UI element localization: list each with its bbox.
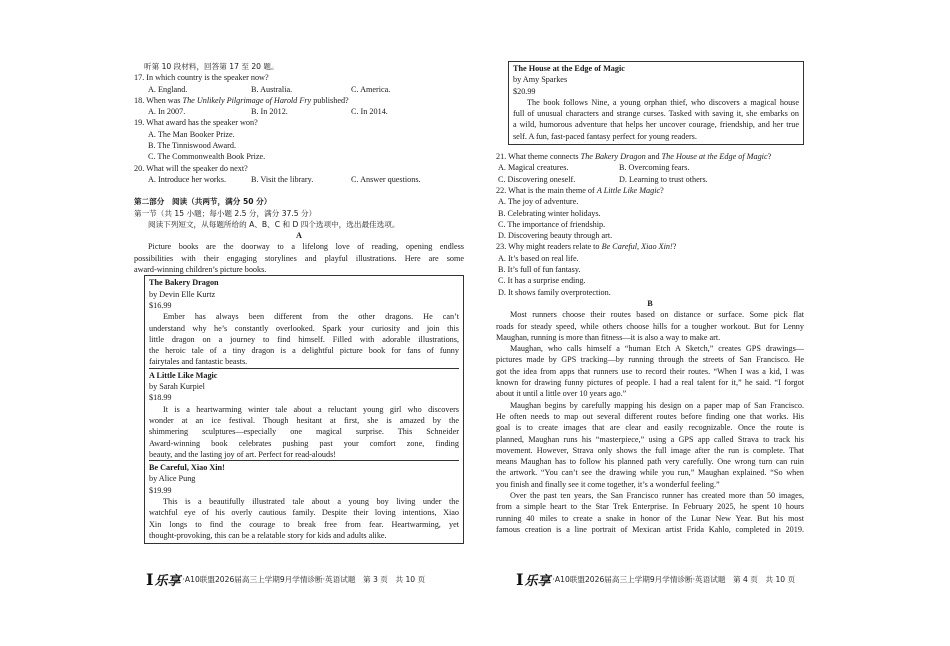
listening-intro: 听第 10 段材料，回答第 17 至 20 题。	[144, 62, 279, 71]
book-price: $16.99	[149, 300, 172, 310]
option-b: B. The Tinniswood Award.	[148, 141, 237, 151]
passage-a-intro-line: award-winning children’s picture books.	[134, 265, 267, 275]
book-description-line: wonder at an ice festival. Though hesitant at first, she is amazed by the	[149, 415, 459, 425]
book-description-line: beauty, and the lasting joy of art. Perfect for read-alouds!	[149, 449, 337, 459]
book-description-line: Award-winning book celebrates pushing past your comfort zone, finding	[149, 438, 459, 448]
question-20	[134, 163, 464, 186]
book-title-italic: A Little Like Magic	[596, 185, 661, 195]
stem-text: published?	[311, 95, 349, 105]
option-c: C. The importance of friendship.	[498, 219, 606, 229]
book-entry	[149, 460, 459, 541]
option-b: B. Australia.	[251, 84, 293, 94]
passage-b-paragraph	[496, 490, 804, 535]
question-options	[134, 84, 464, 95]
paragraph-line: Over the past ten years, the San Francisco runner has created more than 50 images,	[510, 490, 804, 500]
paragraph-line: from a simple heart to the Star Trek Enterprise. In February 2025, he spent 10 hours	[496, 502, 804, 512]
question-options	[496, 162, 804, 173]
stem-text: ?	[660, 185, 664, 195]
paragraph-line: Most runners choose their routes based on distance or surface. Some pick flat	[510, 310, 804, 320]
option-d: D. Discovering beauty through art.	[498, 231, 613, 241]
book-description-line: little dragon on a journey to find himself. Filled with adorable illustrations,	[149, 334, 459, 344]
section-1-heading: 第一节（共 15 小题；每小题 2.5 分，满分 37.5 分）	[134, 208, 317, 218]
passage-b-label: B	[647, 298, 653, 308]
book-description-line: fairytales and fantastic beasts.	[149, 357, 248, 367]
book-description-line: The book follows Nine, a young orphan thief, who discovers a magical house	[527, 97, 799, 107]
paragraph-line: about it until a little over 10 years ago.”	[496, 389, 627, 399]
paragraph-line: Maughan, who calls himself a “human Etch A Sketch,” creates GPS drawings—	[510, 344, 804, 354]
question-21	[496, 151, 804, 185]
passage-b-paragraph	[496, 309, 804, 343]
paragraph-line: the artwork. “You can’t see the drawing while you run,” Maughan explained. “So when	[496, 468, 804, 478]
passage-a-intro-line: Picture books are the doorway to a lifelong love of reading, opening endless	[148, 242, 464, 252]
option-a: A. Magical creatures.	[498, 163, 569, 173]
question-stem	[134, 95, 464, 106]
option-a: A. The joy of adventure.	[498, 197, 579, 207]
part-2-heading: 第二部分 阅读（共两节，满分 50 分）	[134, 197, 272, 207]
question-stem: 20. What will the speaker do next?	[134, 163, 248, 173]
option-b: B. It’s full of fun fantasy.	[498, 265, 581, 275]
option-a: A. Introduce her works.	[148, 174, 226, 184]
option-c: C. In 2014.	[351, 107, 388, 117]
book-description-line: watchful eye of his overly cautious family. Despite their loving intentions, Xiao	[149, 508, 459, 518]
question-options	[134, 174, 464, 185]
book-title-italic: The Unlikely Pilgrimage of Harold Fry	[182, 95, 312, 105]
option-a: A. The Man Booker Prize.	[148, 129, 235, 139]
paragraph-line: means Maughan has to follow his planned path very carefully. One wrong turn can ruin	[496, 457, 804, 467]
book-description-line: Xin longs to find the courage to break free from fear. Heartwarming, yet	[149, 519, 459, 529]
book-entry-box	[508, 61, 804, 145]
stem-text: ?	[672, 242, 677, 252]
option-a: A. It’s based on real life.	[498, 253, 579, 263]
passage-a-intro-line: possibilities with their engaging storylines and playful illustrations. Here are some	[134, 253, 464, 263]
question-18	[134, 95, 464, 118]
option-c: C. Answer questions.	[351, 174, 421, 184]
question-options	[134, 106, 464, 117]
book-author: by Devin Elle Kurtz	[149, 289, 216, 299]
right-page	[496, 0, 804, 535]
book-author: by Amy Sparkes	[513, 75, 568, 85]
book-price: $19.99	[149, 485, 172, 495]
book-author: by Alice Pung	[149, 474, 196, 484]
publisher-logo: I乐享	[516, 569, 551, 589]
question-options	[496, 174, 804, 185]
paragraph-line: goal is to create images that are clear and easily recognizable. Once the route is	[496, 423, 804, 433]
book-description-line: full of unusual characters and strange curses. Tasked with saving it, she embarks on	[513, 109, 799, 119]
book-title: Be Careful, Xiao Xin!	[149, 463, 225, 473]
question-stem: 17. In which country is the speaker now?	[134, 73, 269, 83]
option-c: C. America.	[351, 84, 391, 94]
option-a: A. In 2007.	[148, 107, 186, 117]
question-stem: 19. What award has the speaker won?	[134, 118, 258, 128]
book-description-line: thought-provoking, this can be a relatable story for kids and adults alike.	[149, 530, 387, 540]
paragraph-line: He often needs to map out several different routes before finding one that works. His	[496, 411, 804, 421]
book-description-line: the heroic tale of a tiny dragon is a delightful picture book for fans of funny	[149, 346, 459, 356]
footer-text: ·A10联盟2026届高三上学期9月学情诊断·英语试题 第 3 页 共 10 页	[182, 574, 426, 584]
book-title-italic: Be Careful, Xiao Xin!	[601, 242, 673, 252]
paragraph-line: you finish and finally see it come together, it’s a wonderful feeling.”	[496, 479, 720, 489]
book-entry	[149, 368, 459, 460]
paragraph-line: pictures made by GPS tracking—by running through the streets of San Francisco. He	[496, 355, 804, 365]
question-stem	[496, 185, 804, 196]
option-c: C. It has a surprise ending.	[498, 276, 586, 286]
book-title: The Bakery Dragon	[149, 278, 219, 288]
paragraph-line: running 40 miles to create a snake in honor of the Lunar New Year. But his most	[496, 513, 804, 523]
paragraph-line: movement. However, Strava only shows the full image after the run is complete. That	[496, 445, 804, 455]
section-1-instructions: 阅读下列短文，从每题所给的 A、B、C 和 D 四个选项中，选出最佳选项。	[148, 219, 400, 229]
stem-text: 22. What is the main theme of	[496, 185, 597, 195]
question-19	[134, 117, 464, 162]
question-22	[496, 185, 804, 241]
passage-b-paragraph	[496, 400, 804, 490]
publisher-logo: I乐享	[146, 569, 181, 589]
book-title: The House at the Edge of Magic	[513, 64, 625, 73]
paragraph-line: known for drawing funny pictures of people. I had a real talent for it,” he said. “I forgot	[496, 378, 804, 388]
option-b: B. Visit the library.	[251, 174, 314, 184]
option-b: B. In 2012.	[251, 107, 288, 117]
page-footer-right	[516, 571, 795, 587]
paragraph-line: Maughan begins by carefully mapping his design on a paper map of San Francisco.	[510, 400, 804, 410]
paragraph-line: famous creation is a line portrait of Mexican artist Frida Kahlo, completed in 2019.	[496, 524, 804, 534]
book-price: $18.99	[149, 393, 172, 403]
stem-text: ?	[767, 152, 772, 162]
passage-b	[496, 298, 804, 535]
passage-b-paragraph	[496, 343, 804, 399]
stem-text: 18. When was	[134, 95, 183, 105]
passage-a-label: A	[296, 231, 302, 241]
question-stem	[496, 241, 804, 252]
option-d: D. Learning to trust others.	[619, 174, 708, 184]
option-c: C. The Commonwealth Book Prize.	[148, 152, 266, 162]
book-description-line: understand why he’s constantly overlooked. Spark your curiosity and join this	[149, 323, 459, 333]
question-stem	[496, 151, 804, 162]
paragraph-line: roads for steady speed, while others choose hills for a tougher workout. But for Lenny	[496, 321, 804, 331]
book-description-line: self. A fun, fast-paced fantasy perfect for young readers.	[513, 131, 697, 141]
book-entry	[149, 277, 459, 367]
book-description-line: a wild, humorous adventure that helps her uncover courage, friendship, and her true	[513, 120, 799, 130]
question-17	[134, 72, 464, 95]
paragraph-line: got the idea from apps that runners use to record their routes. “When I was a kid, I was	[496, 366, 804, 376]
book-author: by Sarah Kurpiel	[149, 382, 205, 392]
book-description-line: It is a heartwarming winter tale about a reluctant young girl who discovers	[163, 404, 459, 414]
page-footer-left	[146, 571, 425, 587]
stem-text: 21. What theme connects	[496, 152, 581, 162]
book-title-italic: The Bakery Dragon	[580, 152, 646, 162]
book-title-italic: The House at the Edge of Magic	[661, 152, 768, 162]
option-b: B. Overcoming fears.	[619, 163, 690, 173]
book-description-line: This is a beautifully illustrated tale about a young boy living under the	[163, 496, 459, 506]
option-d: D. It shows family overprotection.	[498, 287, 611, 297]
paragraph-line: Maughan, running is more than fitness—it is also a way to make art.	[496, 332, 721, 342]
option-a: A. England.	[148, 84, 188, 94]
option-c: C. Discovering oneself.	[498, 174, 576, 184]
book-title: A Little Like Magic	[149, 370, 218, 380]
book-list-box	[144, 275, 464, 544]
question-23	[496, 241, 804, 297]
stem-text: and	[645, 152, 662, 162]
book-description-line: Ember has always been different from the other dragons. He can’t	[163, 312, 459, 322]
footer-text: ·A10联盟2026届高三上学期9月学情诊断·英语试题 第 4 页 共 10 页	[552, 574, 796, 584]
option-b: B. Celebrating winter holidays.	[498, 208, 601, 218]
stem-text: 23. Why might readers relate to	[496, 242, 602, 252]
book-description-line: shimmering sculptures—especially one magical surprise. This Schneider	[149, 427, 459, 437]
book-price: $20.99	[513, 86, 536, 96]
paragraph-line: planned, Maughan runs his “masterpiece,” using a GPS app called Strava to track his	[496, 434, 804, 444]
left-page	[134, 0, 464, 544]
